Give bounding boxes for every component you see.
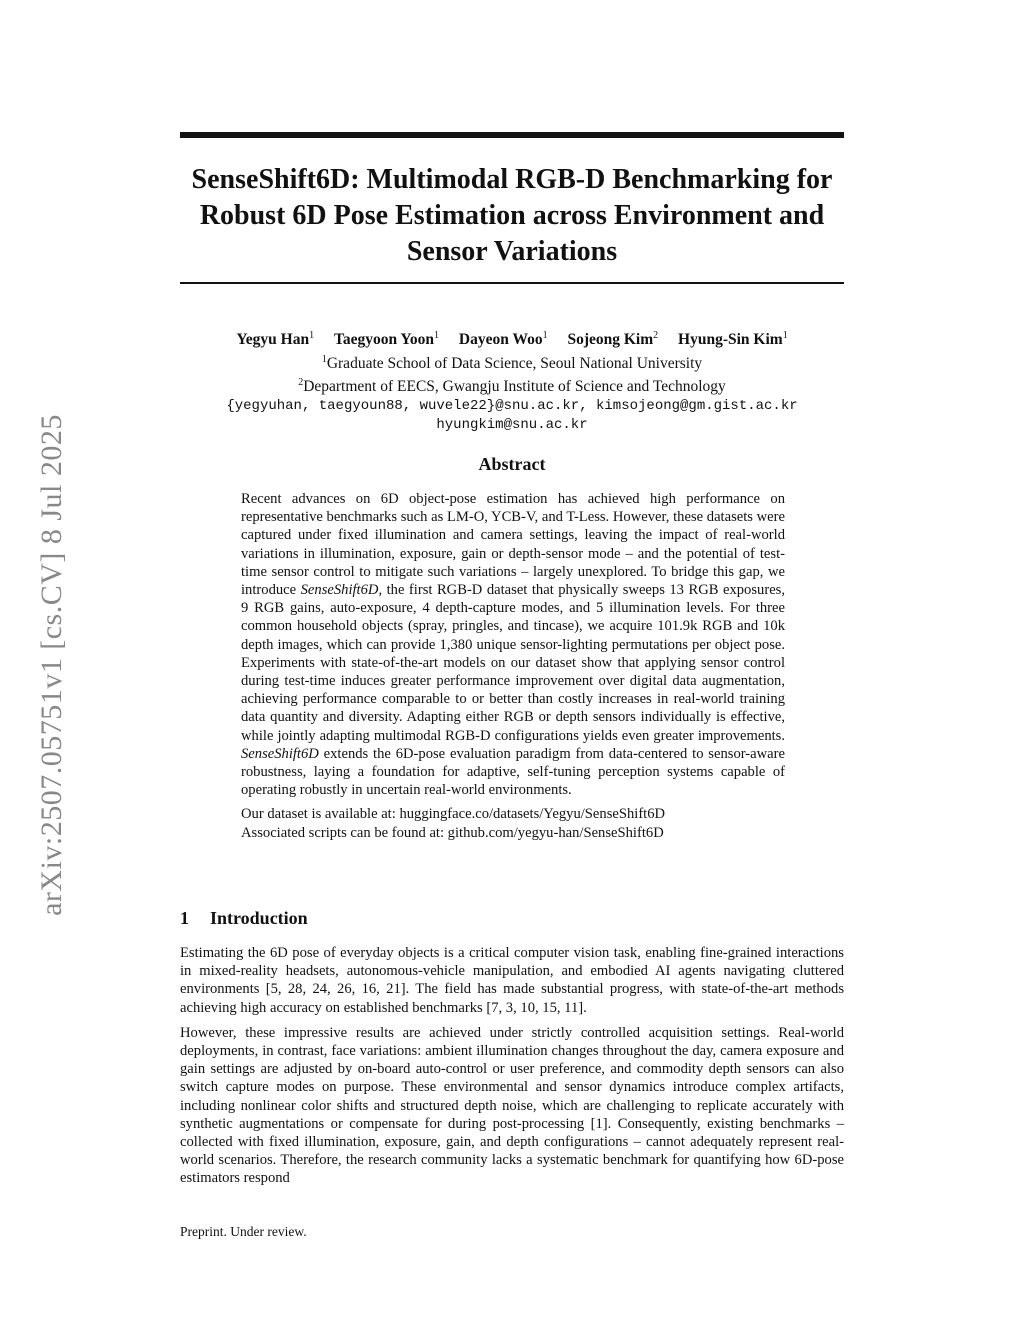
author: Yegyu Han$^1$ [236, 330, 315, 349]
affiliation: $^1$Graduate School of Data Science, Seoul National University [321, 353, 703, 372]
section-number: 1 [180, 908, 189, 928]
title-line: Robust 6D Pose Estimation across Environment and [199, 200, 825, 231]
dataset-name: SenseShift6D [241, 745, 319, 762]
author-emails: {yegyuhan, taegyoun88, wuvele22}@snu.ac.kr, kimsojeong@gm.gist.ac.kr [226, 397, 798, 414]
title-top-rule [180, 132, 844, 138]
dataset-name: SenseShift6D [300, 582, 379, 599]
author-emails: hyungkim@snu.ac.kr [436, 417, 588, 434]
dataset-link[interactable]: Our dataset is available at: huggingface.co/datasets/Yegyu/SenseShift6D [241, 806, 666, 823]
body-paragraph: However, these impressive results are achieved under strictly controlled acquisition settings. Real-world deployments, in contrast, face variations: ambient illumination changes throughout the day, camera exposure and gain settings are adjusted by on-board auto-control or user preference, and commodity depth sensors can also switch capture modes on purpose. These environmental and sensor dynamics introduce complex artifacts, including nonlinear color shifts and structured depth noise, which are challenging to replicate accurately with synthetic augmentations or compensate for during post-processing [1]. Consequently, existing benchmarks – collected with fixed illumination, exposure, gain, and depth configurations – cannot adequately represent real-world scenarios. Therefore, the research community lacks a systematic benchmark for quantifying how 6D-pose estimators respond [180, 1024, 844, 1187]
author: Sojeong Kim$^2$ [567, 330, 659, 349]
title-bottom-rule [180, 282, 844, 284]
author-block [180, 326, 844, 436]
body-paragraph: Estimating the 6D pose of everyday objects is a critical computer vision task, enabling fine-grained interactions in mixed-reality headsets, autonomous-vehicle manipulation, and embodied AI agents navigating cluttered environments [5, 28, 24, 26, 16, 21]. The field has made substantial progress, with state-of-the-art methods achieving high accuracy on established benchmarks [7, 3, 10, 15, 11]. [180, 945, 844, 1016]
abstract-body [241, 490, 785, 842]
paper-title [180, 162, 844, 270]
title-line: SenseShift6D: Multimodal RGB-D Benchmarking for [191, 164, 833, 195]
scripts-link[interactable]: Associated scripts can be found at: github.com/yegyu-han/SenseShift6D [241, 824, 664, 841]
author-names [180, 326, 844, 350]
section-heading [180, 908, 308, 929]
author: Taegyoon Yoon$^1$ [333, 330, 440, 349]
arxiv-watermark [22, 390, 82, 940]
affiliation: $^2$Department of EECS, Gwangju Institute of Science and Technology [298, 377, 726, 396]
title-line: Sensor Variations [406, 236, 618, 267]
section-title: Introduction [210, 908, 308, 928]
abstract-heading: Abstract [478, 454, 546, 474]
author: Dayeon Woo$^1$ [458, 330, 548, 349]
page-footer: Preprint. Under review. [180, 1224, 307, 1239]
introduction-body [180, 944, 844, 1195]
author: Hyung-Sin Kim$^1$ [678, 330, 788, 349]
abstract-paragraph: Recent advances on 6D object-pose estimation has achieved high performance on representative benchmarks such as LM-O, YCB-V, and T-Less. However, these datasets were captured under fixed illumination and camera settings, leaving the impact of real-world variations in illumination, exposure, gain or depth-sensor mode – and the potential of test-time sensor control to mitigate such variations – largely unexplored. To bridge this gap, we introduce SenseShift6D, the first RGB-D dataset that physically sweeps 13 RGB exposures, 9 RGB gains, auto-exposure, 4 depth-capture modes, and 5 illumination levels. For three common household objects (spray, pringles, and tincase), we acquire 101.9k RGB and 10k depth images, which can provide 1,380 unique sensor-lighting permutations per object pose. Experiments with state-of-the-art models on our dataset show that applying sensor control during test-time induces greater performance improvement over digital data augmentation, achieving performance comparable to or better than costly increases in real-world training data quantity and diversity. Adapting either RGB or depth sensors individually is effective, while jointly adapting multimodal RGB-D configurations yields even greater improvements. SenseShift6D extends the 6D-pose evaluation paradigm from data-centered to sensor-aware robustness, laying a foundation for adaptive, self-tuning perception systems capable of operating robustly in uncertain real-world environments. [241, 491, 785, 799]
arxiv-id: arXiv:2507.05751v1 [cs.CV] 8 Jul 2025 [35, 414, 68, 916]
